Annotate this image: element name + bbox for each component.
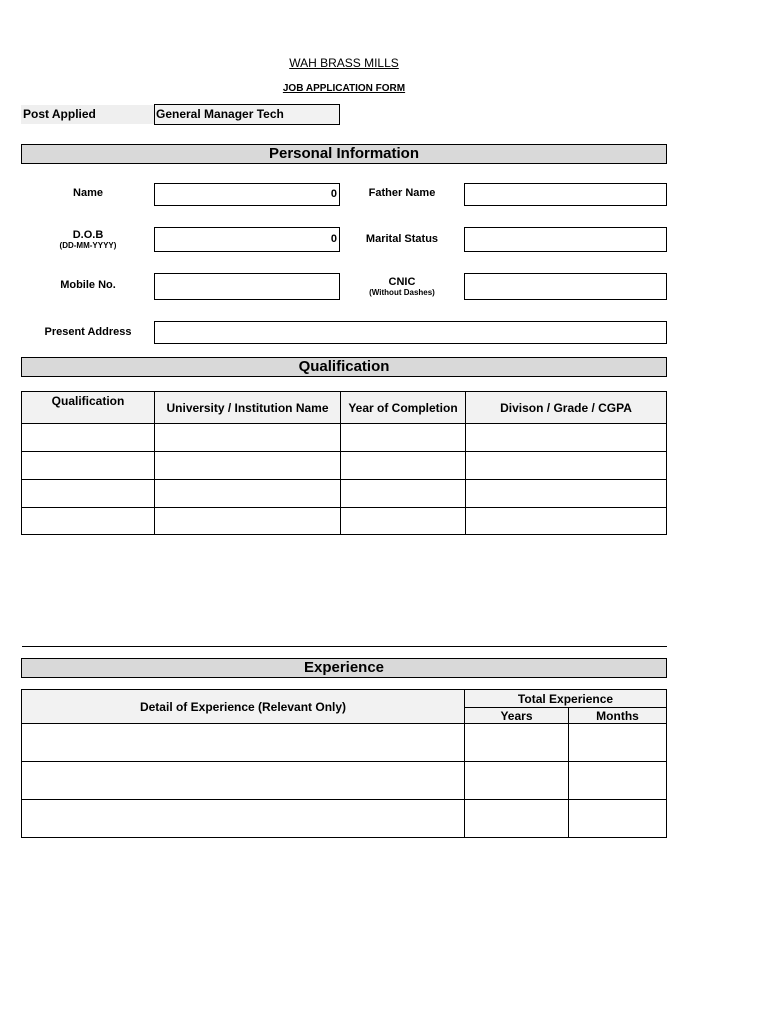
qualification-header: Qualification — [21, 357, 667, 377]
grade-column-header: Divison / Grade / CGPA — [466, 392, 667, 424]
institution-column-header: University / Institution Name — [155, 392, 341, 424]
experience-detail-cell[interactable] — [22, 762, 465, 800]
qualification-column-header: Qualification — [22, 392, 155, 424]
qualification-cell[interactable] — [22, 452, 155, 480]
present-address-field[interactable] — [154, 321, 667, 344]
years-cell[interactable] — [465, 800, 569, 838]
table-row — [22, 480, 667, 508]
months-cell[interactable] — [569, 762, 667, 800]
months-column-header: Months — [569, 708, 667, 724]
year-column-header: Year of Completion — [341, 392, 466, 424]
experience-detail-column-header: Detail of Experience (Relevant Only) — [22, 690, 465, 724]
present-address-label: Present Address — [44, 326, 132, 338]
dob-field[interactable]: 0 — [154, 227, 340, 252]
marital-status-label: Marital Status — [365, 233, 439, 245]
cnic-format-hint: (Without Dashes) — [369, 288, 435, 297]
year-cell[interactable] — [341, 480, 466, 508]
institution-cell[interactable] — [155, 480, 341, 508]
months-cell[interactable] — [569, 800, 667, 838]
grade-cell[interactable] — [466, 508, 667, 535]
qualification-header-row — [22, 392, 667, 424]
father-name-field[interactable] — [464, 183, 667, 206]
dob-label-group — [22, 229, 154, 250]
institution-cell[interactable] — [155, 452, 341, 480]
name-label: Name — [73, 187, 103, 199]
qualification-table — [21, 391, 667, 535]
mobile-label: Mobile No. — [60, 279, 116, 291]
year-cell[interactable] — [341, 424, 466, 452]
grade-cell[interactable] — [466, 424, 667, 452]
mobile-field[interactable] — [154, 273, 340, 300]
year-cell[interactable] — [341, 452, 466, 480]
table-row — [22, 424, 667, 452]
grade-cell[interactable] — [466, 480, 667, 508]
dob-format-hint: (DD-MM-YYYY) — [59, 241, 117, 250]
cnic-field[interactable] — [464, 273, 667, 300]
father-name-label: Father Name — [368, 187, 436, 199]
experience-table — [21, 689, 667, 838]
company-name: WAH BRASS MILLS — [289, 56, 399, 70]
table-row — [22, 452, 667, 480]
marital-status-field[interactable] — [464, 227, 667, 252]
table-row — [22, 508, 667, 535]
personal-information-header: Personal Information — [21, 144, 667, 164]
table-row — [22, 800, 667, 838]
years-cell[interactable] — [465, 762, 569, 800]
dob-label: D.O.B — [72, 229, 104, 241]
institution-cell[interactable] — [155, 508, 341, 535]
qualification-cell[interactable] — [22, 480, 155, 508]
total-experience-header: Total Experience — [465, 690, 667, 708]
cnic-label: CNIC — [388, 276, 416, 288]
institution-cell[interactable] — [155, 424, 341, 452]
experience-detail-cell[interactable] — [22, 724, 465, 762]
qualification-cell[interactable] — [22, 508, 155, 535]
name-field[interactable]: 0 — [154, 183, 340, 206]
qualification-cell[interactable] — [22, 424, 155, 452]
table-row — [22, 724, 667, 762]
years-cell[interactable] — [465, 724, 569, 762]
months-cell[interactable] — [569, 724, 667, 762]
form-title: JOB APPLICATION FORM — [282, 83, 406, 94]
post-applied-field[interactable]: General Manager Tech — [154, 104, 340, 125]
grade-cell[interactable] — [466, 452, 667, 480]
section-divider — [22, 646, 667, 647]
experience-header: Experience — [21, 658, 667, 678]
years-column-header: Years — [465, 708, 569, 724]
experience-detail-cell[interactable] — [22, 800, 465, 838]
post-applied-label: Post Applied — [21, 105, 154, 124]
cnic-label-group — [340, 276, 464, 297]
experience-header-row — [22, 690, 667, 708]
year-cell[interactable] — [341, 508, 466, 535]
table-row — [22, 762, 667, 800]
